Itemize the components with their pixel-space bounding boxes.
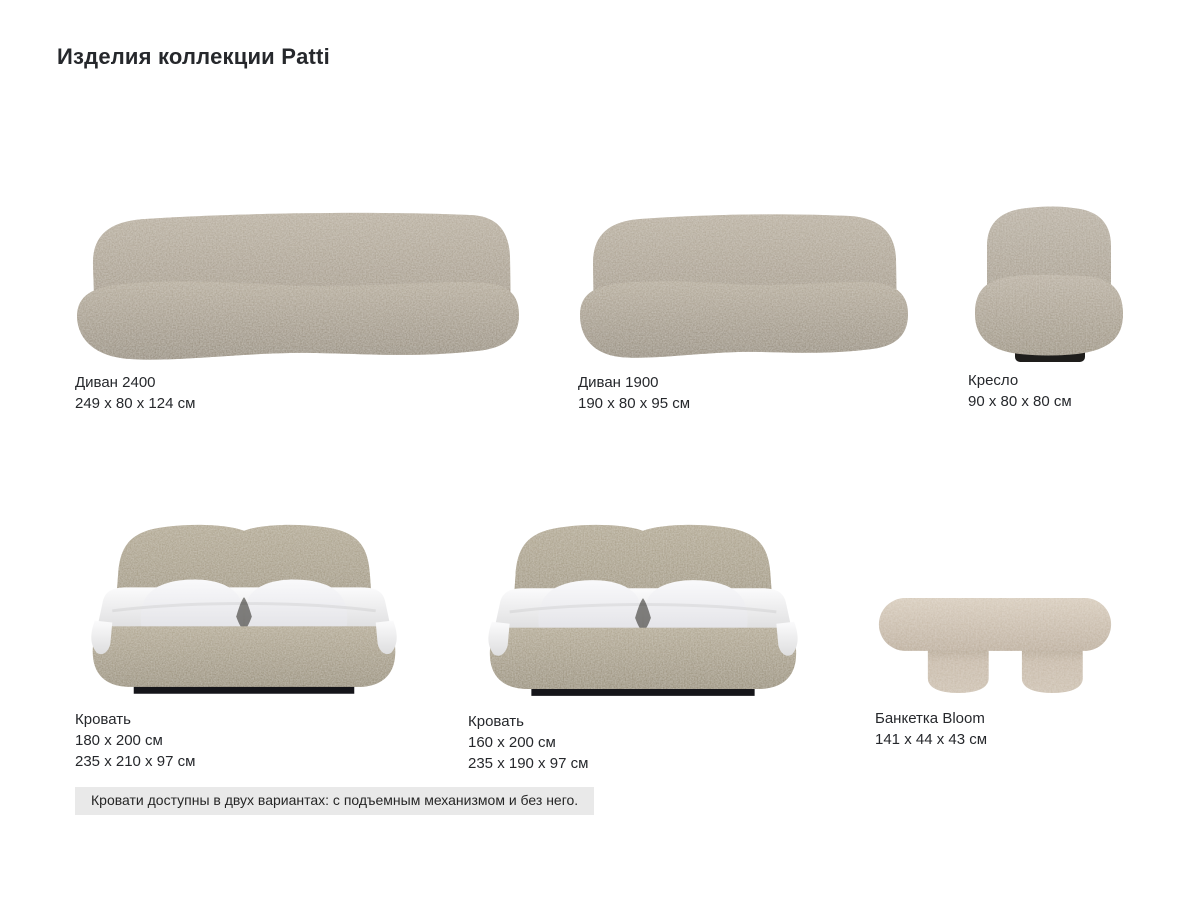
product-dimensions: 235 x 210 x 97 см — [75, 753, 196, 770]
product-dimensions: 160 x 200 см — [468, 734, 556, 751]
sofa-1900-image — [578, 205, 910, 367]
product-dimensions: 141 x 44 x 43 см — [875, 731, 988, 748]
product-caption — [578, 372, 910, 414]
product-name: Диван 2400 — [75, 374, 156, 391]
product-name: Кресло — [968, 372, 1019, 389]
bench-seat — [879, 598, 1111, 651]
bed-160-image — [480, 505, 808, 703]
bench-leg — [928, 645, 989, 693]
product-name: Кровать — [468, 713, 524, 730]
bench-leg — [1022, 645, 1083, 693]
product-card-bed-180 — [75, 505, 407, 772]
product-dimensions: 90 x 80 x 80 см — [968, 393, 1072, 410]
product-card-armchair — [965, 198, 1133, 412]
product-card-sofa-1900 — [578, 205, 910, 414]
product-name: Диван 1900 — [578, 374, 659, 391]
product-name: Кровать — [75, 711, 131, 728]
product-card-bench-bloom — [875, 588, 1120, 750]
sofa-2400-image — [75, 205, 520, 367]
bed-variants-note: Кровати доступны в двух вариантах: с подъемным механизмом и без него. — [75, 787, 594, 815]
bed-frame — [93, 626, 395, 686]
product-caption — [965, 370, 1133, 412]
product-dimensions: 190 x 80 x 95 см — [578, 395, 691, 412]
product-dimensions: 235 x 190 x 97 см — [468, 755, 589, 772]
product-dimensions: 249 x 80 x 124 см — [75, 395, 196, 412]
product-caption — [75, 372, 520, 414]
product-card-bed-160 — [468, 505, 808, 774]
armchair-image — [965, 198, 1133, 366]
bed-frame — [490, 628, 796, 689]
bed-180-image — [83, 505, 407, 701]
product-dimensions: 180 x 200 см — [75, 732, 163, 749]
product-caption — [75, 709, 407, 772]
product-caption — [468, 711, 808, 774]
bench-bloom-image — [875, 588, 1120, 698]
product-caption — [875, 708, 1120, 750]
product-name: Банкетка Bloom — [875, 710, 985, 727]
page-title: Изделия коллекции Patti — [57, 44, 330, 69]
product-card-sofa-2400 — [75, 205, 520, 414]
